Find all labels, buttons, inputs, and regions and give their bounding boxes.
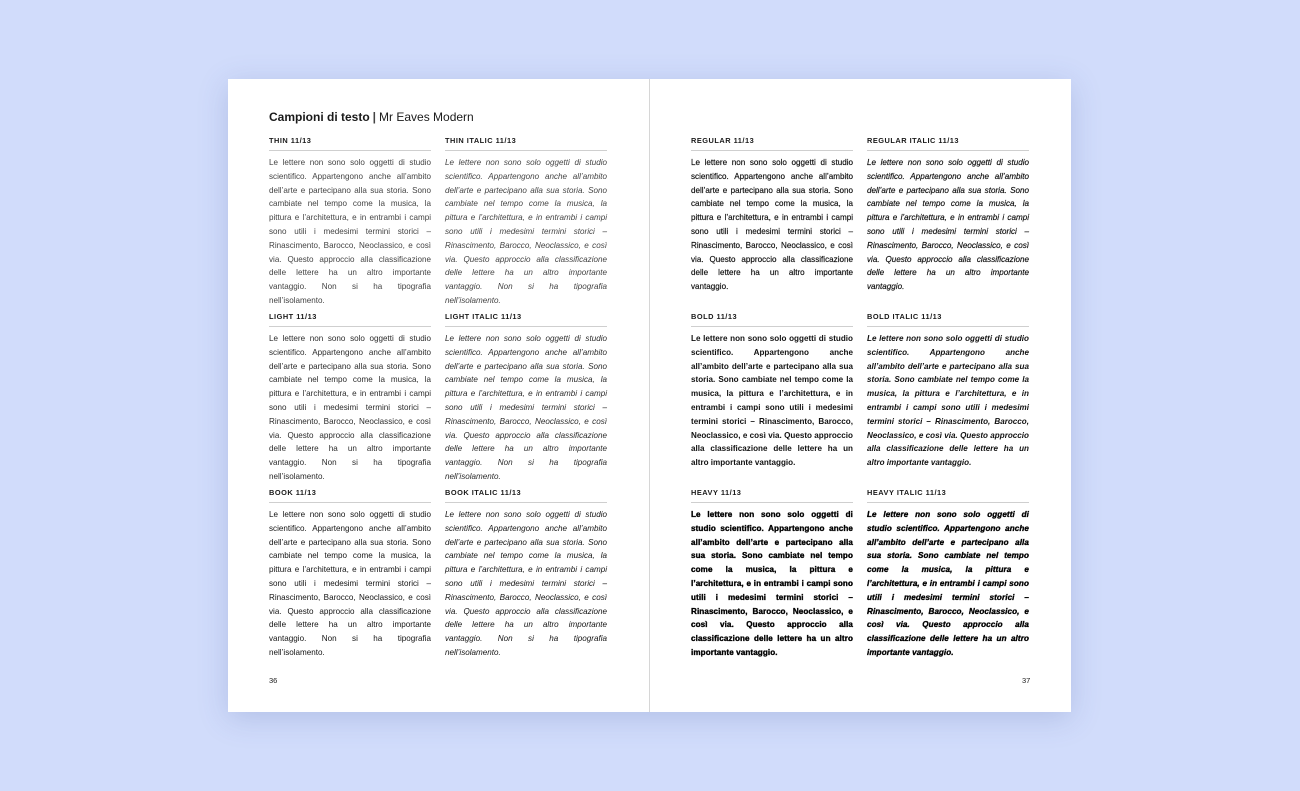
sample-book-italic — [445, 488, 607, 660]
sample-light — [269, 312, 431, 484]
sample-text: Le lettere non sono solo oggetti di studio scientifico. Appartengono anche all’ambito dell’arte e partecipano alla sua storia. Sono cambiate nel tempo come la musica, la pittura e l’architettura, e in entrambi i campi sono utili i medesimi termini storici – Rinascimento, Barocco, Neoclassico, e così via. Questo approccio alla classificazione delle lettere ha un altro importante vantaggio. Non si ha tipografia nell’isolamento. — [445, 334, 607, 481]
page-gutter — [649, 79, 650, 712]
sample-text: Le lettere non sono solo oggetti di studio scientifico. Appartengono anche all’ambito dell’arte e partecipano alla sua storia. Sono cambiate nel tempo come la musica, la pittura e l’architettura, e in entrambi i campi sono utili i medesimi termini storici – Rinascimento, Barocco, Neoclassico, e così via. Questo approccio alla classificazione delle lettere ha un altro importante vantaggio. Non si ha tipografia nell’isolamento. — [269, 158, 431, 305]
sample-heading: THIN ITALIC 11/13 — [445, 136, 607, 151]
sample-bold — [691, 312, 853, 470]
folio-right: 37 — [1022, 676, 1031, 685]
title-separator: | — [372, 110, 377, 124]
sample-heading: REGULAR 11/13 — [691, 136, 853, 151]
sample-text: Le lettere non sono solo oggetti di studio scientifico. Appartengono anche all’ambito dell’arte e partecipano alla sua storia. Sono cambiate nel tempo come la musica, la pittura e l’architettura, e in entrambi i campi sono utili i medesimi termini storici – Rinascimento, Barocco, Neoclassico, e così via. Questo approccio alla classificazione delle lettere ha un altro importante vantaggio. — [691, 158, 853, 292]
sample-heading: BOOK ITALIC 11/13 — [445, 488, 607, 503]
sample-heavy-italic — [867, 488, 1029, 660]
sample-text: Le lettere non sono solo oggetti di studio scientifico. Appartengono anche all’ambito dell’arte e partecipano alla sua storia. Sono cambiate nel tempo come la musica, la pittura e l’architettura, e in entrambi i campi sono utili i medesimi termini storici – Rinascimento, Barocco, Neoclassico, e così via. Questo approccio alla classificazione delle lettere ha un altro importante vantaggio. Non si ha tipografia nell’isolamento. — [269, 510, 431, 657]
sample-regular-italic — [867, 136, 1029, 294]
sample-book — [269, 488, 431, 660]
sample-text: Le lettere non sono solo oggetti di studio scientifico. Appartengono anche all’ambito dell’arte e partecipano alla sua storia. Sono cambiate nel tempo come la musica, la pittura e l’architettura, e in entrambi i campi sono utili i medesimi termini storici – Rinascimento, Barocco, Neoclassico, e così via. Questo approccio alla classificazione delle lettere ha un altro importante vantaggio. — [867, 510, 1029, 657]
sample-text: Le lettere non sono solo oggetti di studio scientifico. Appartengono anche all’ambito dell’arte e partecipano alla sua storia. Sono cambiate nel tempo come la musica, la pittura e l’architettura, e in entrambi i campi sono utili i medesimi termini storici – Rinascimento, Barocco, Neoclassico, e così via. Questo approccio alla classificazione delle lettere ha un altro importante vantaggio. — [867, 158, 1029, 292]
sample-heading: BOOK 11/13 — [269, 488, 431, 503]
sample-heading: REGULAR ITALIC 11/13 — [867, 136, 1029, 151]
book-spread — [228, 79, 1071, 712]
sample-heading: BOLD 11/13 — [691, 312, 853, 327]
sample-thin — [269, 136, 431, 308]
sample-text: Le lettere non sono solo oggetti di studio scientifico. Appartengono anche all’ambito dell’arte e partecipano alla sua storia. Sono cambiate nel tempo come la musica, la pittura e l’architettura, e in entrambi i campi sono utili i medesimi termini storici – Rinascimento, Barocco, Neoclassico, e così via. Questo approccio alla classificazione delle lettere ha un altro importante vantaggio. Non si ha tipografia nell’isolamento. — [445, 158, 607, 305]
sample-heading: BOLD ITALIC 11/13 — [867, 312, 1029, 327]
sample-text: Le lettere non sono solo oggetti di studio scientifico. Appartengono anche all’ambito dell’arte e partecipano alla sua storia. Sono cambiate nel tempo come la musica, la pittura e l’architettura, e in entrambi i campi sono utili i medesimi termini storici – Rinascimento, Barocco, Neoclassico, e così via. Questo approccio alla classificazione delle lettere ha un altro importante vantaggio. Non si ha tipografia nell’isolamento. — [445, 510, 607, 657]
title-main: Campioni di testo — [269, 110, 370, 124]
sample-heading: LIGHT 11/13 — [269, 312, 431, 327]
sample-text: Le lettere non sono solo oggetti di studio scientifico. Appartengono anche all’ambito dell’arte e partecipano alla sua storia. Sono cambiate nel tempo come la musica, la pittura e l’architettura, e in entrambi i campi sono utili i medesimi termini storici – Rinascimento, Barocco, Neoclassico, e così via. Questo approccio alla classificazione delle lettere ha un altro importante vantaggio. — [691, 510, 853, 657]
sample-heading: THIN 11/13 — [269, 136, 431, 151]
sample-text: Le lettere non sono solo oggetti di studio scientifico. Appartengono anche all’ambito dell’arte e partecipano alla sua storia. Sono cambiate nel tempo come la musica, la pittura e l’architettura, e in entrambi i campi sono utili i medesimi termini storici – Rinascimento, Barocco, Neoclassico, e così via. Questo approccio alla classificazione delle lettere ha un altro importante vantaggio. — [691, 334, 853, 468]
sample-text: Le lettere non sono solo oggetti di studio scientifico. Appartengono anche all’ambito dell’arte e partecipano alla sua storia. Sono cambiate nel tempo come la musica, la pittura e l’architettura, e in entrambi i campi sono utili i medesimi termini storici – Rinascimento, Barocco, Neoclassico, e così via. Questo approccio alla classificazione delle lettere ha un altro importante vantaggio. — [867, 334, 1029, 468]
sample-heading: LIGHT ITALIC 11/13 — [445, 312, 607, 327]
sample-thin-italic — [445, 136, 607, 308]
title-font-name: Mr Eaves Modern — [379, 110, 474, 124]
sample-light-italic — [445, 312, 607, 484]
sample-heavy — [691, 488, 853, 660]
sample-text: Le lettere non sono solo oggetti di studio scientifico. Appartengono anche all’ambito dell’arte e partecipano alla sua storia. Sono cambiate nel tempo come la musica, la pittura e l’architettura, e in entrambi i campi sono utili i medesimi termini storici – Rinascimento, Barocco, Neoclassico, e così via. Questo approccio alla classificazione delle lettere ha un altro importante vantaggio. Non si ha tipografia nell’isolamento. — [269, 334, 431, 481]
folio-left: 36 — [269, 676, 278, 685]
sample-heading: HEAVY 11/13 — [691, 488, 853, 503]
page-title — [269, 109, 474, 125]
sample-bold-italic — [867, 312, 1029, 470]
sample-regular — [691, 136, 853, 294]
sample-heading: HEAVY ITALIC 11/13 — [867, 488, 1029, 503]
